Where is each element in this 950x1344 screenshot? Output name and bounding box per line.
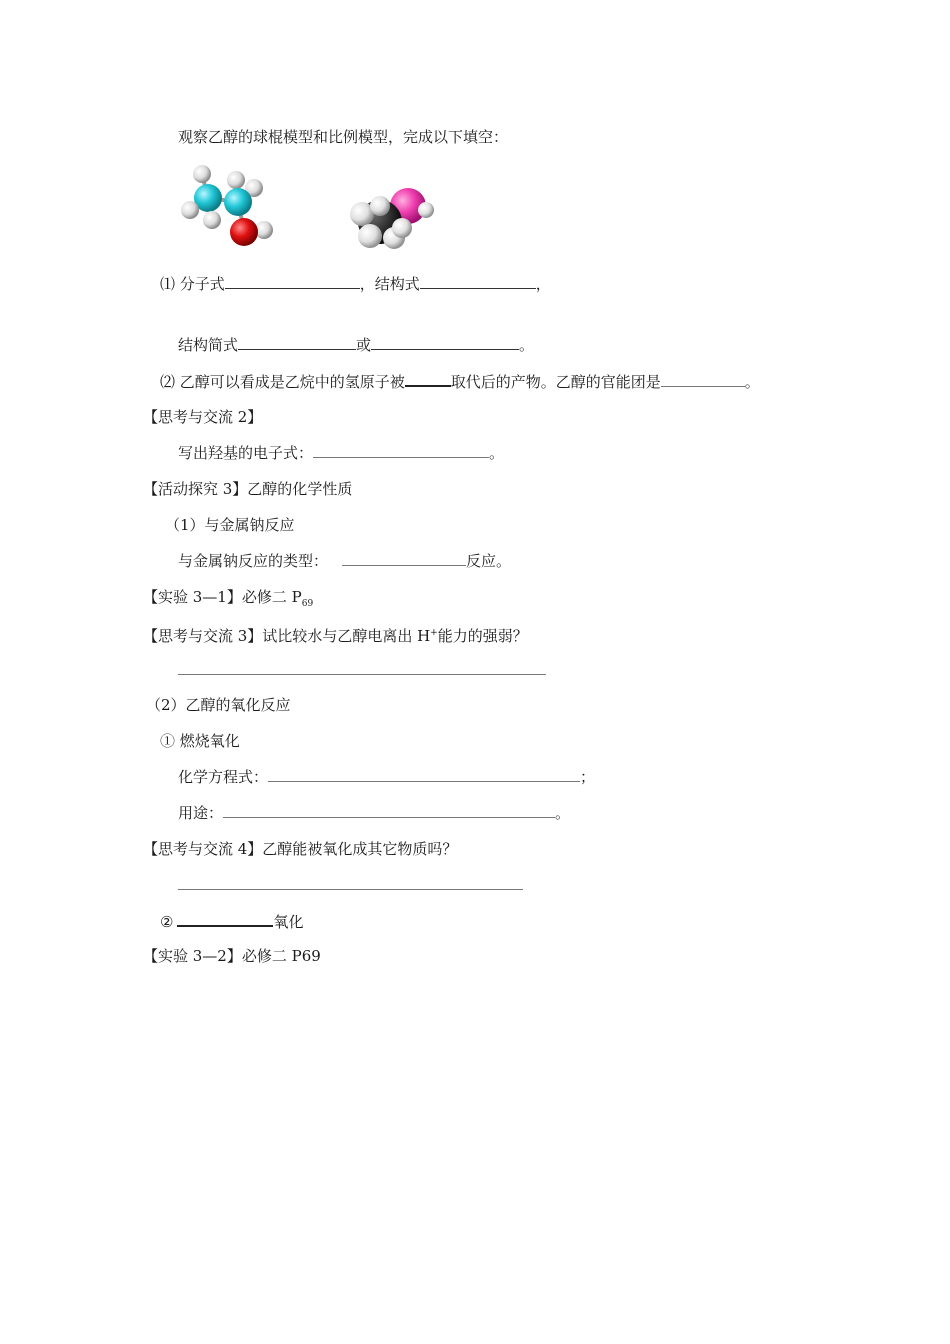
q1-end: ，: [535, 275, 551, 293]
think-2-question: [178, 443, 504, 463]
think3-text: 【思考与交流 3】试比较水与乙醇电离出 H: [143, 627, 431, 645]
molecular-formula-blank[interactable]: [225, 274, 360, 289]
use-end: 。: [555, 804, 571, 822]
hydrogen-atom: [370, 196, 390, 216]
think-3-line: [143, 623, 528, 646]
equation-blank[interactable]: [268, 767, 580, 782]
sec22-prefix: ②: [160, 913, 174, 931]
electron-formula-blank[interactable]: [313, 443, 489, 458]
functional-group-blank[interactable]: [661, 372, 745, 387]
substituent-blank[interactable]: [405, 371, 451, 387]
q1-prefix: ⑴ 分子式: [160, 275, 225, 293]
q1b-prefix: 结构简式: [178, 336, 239, 354]
hydrogen-atom: [227, 171, 245, 189]
experiment-3-1-line: [143, 587, 313, 614]
space-filling-model: [344, 184, 439, 256]
usage-line: [178, 803, 570, 823]
oxidation-type-blank[interactable]: [177, 911, 273, 927]
think3-end: 能力的强弱？: [437, 627, 528, 645]
think2-end: 。: [489, 444, 505, 462]
q2-prefix: ⑵ 乙醇可以看成是乙烷中的氢原子被: [160, 373, 405, 391]
think-3-answer-line[interactable]: [178, 660, 546, 675]
usage-blank[interactable]: [223, 803, 555, 818]
question-1-line: [160, 274, 551, 294]
reaction-type-blank[interactable]: [342, 551, 466, 566]
hydrogen-atom: [181, 201, 199, 219]
eq-end: ；: [580, 768, 596, 786]
use-prefix: 用途：: [178, 804, 224, 822]
think3-sup: +: [430, 628, 438, 638]
hydrogen-atom: [193, 165, 211, 183]
section-2-2-line: [160, 911, 303, 932]
exp31-text: 【实验 3—1】必修二 P: [143, 588, 302, 606]
structural-formula-blank[interactable]: [420, 274, 536, 289]
section-2-heading: （2）乙醇的氧化反应: [146, 696, 291, 714]
experiment-3-2-line: 【实验 3—2】必修二 P69: [143, 947, 321, 965]
sec1-end: 反应。: [466, 552, 512, 570]
oxygen-atom: [230, 218, 258, 246]
section-2-1-heading: ① 燃烧氧化: [160, 732, 240, 750]
hydrogen-atom: [418, 202, 434, 218]
hydrogen-atom: [358, 224, 382, 248]
q1b-mid: 或: [356, 336, 372, 354]
sec1-prefix: 与金属钠反应的类型：: [178, 552, 329, 570]
think-2-heading: 【思考与交流 2】: [143, 408, 263, 426]
think2-prefix: 写出羟基的电子式：: [178, 444, 314, 462]
think-4-answer-line[interactable]: [178, 875, 523, 890]
section-1-heading: （1）与金属钠反应: [165, 516, 295, 534]
eq-prefix: 化学方程式：: [178, 768, 269, 786]
intro-line: 观察乙醇的球棍模型和比例模型，完成以下填空：: [178, 128, 509, 146]
q2-mid: 取代后的产物。乙醇的官能团是: [450, 373, 661, 391]
equation-line: [178, 767, 595, 787]
condensed-formula-blank-2[interactable]: [371, 335, 519, 350]
hydrogen-atom: [392, 218, 412, 238]
section-1-question: [178, 551, 511, 571]
question-1b-line: [178, 335, 534, 355]
hydrogen-atom: [203, 211, 221, 229]
think-4-line: 【思考与交流 4】乙醇能被氧化成其它物质吗？: [143, 840, 458, 858]
carbon-atom: [224, 188, 252, 216]
question-2-line: [160, 371, 760, 392]
q1-mid: ，结构式: [359, 275, 420, 293]
sec22-end: 氧化: [273, 913, 304, 931]
q1b-end: 。: [519, 336, 535, 354]
activity-3-heading: 【活动探究 3】乙醇的化学性质: [143, 480, 353, 498]
ball-and-stick-model: [180, 160, 280, 250]
q2-end: 。: [744, 373, 760, 391]
condensed-formula-blank-1[interactable]: [238, 335, 356, 350]
exp31-page: 69: [301, 599, 314, 609]
